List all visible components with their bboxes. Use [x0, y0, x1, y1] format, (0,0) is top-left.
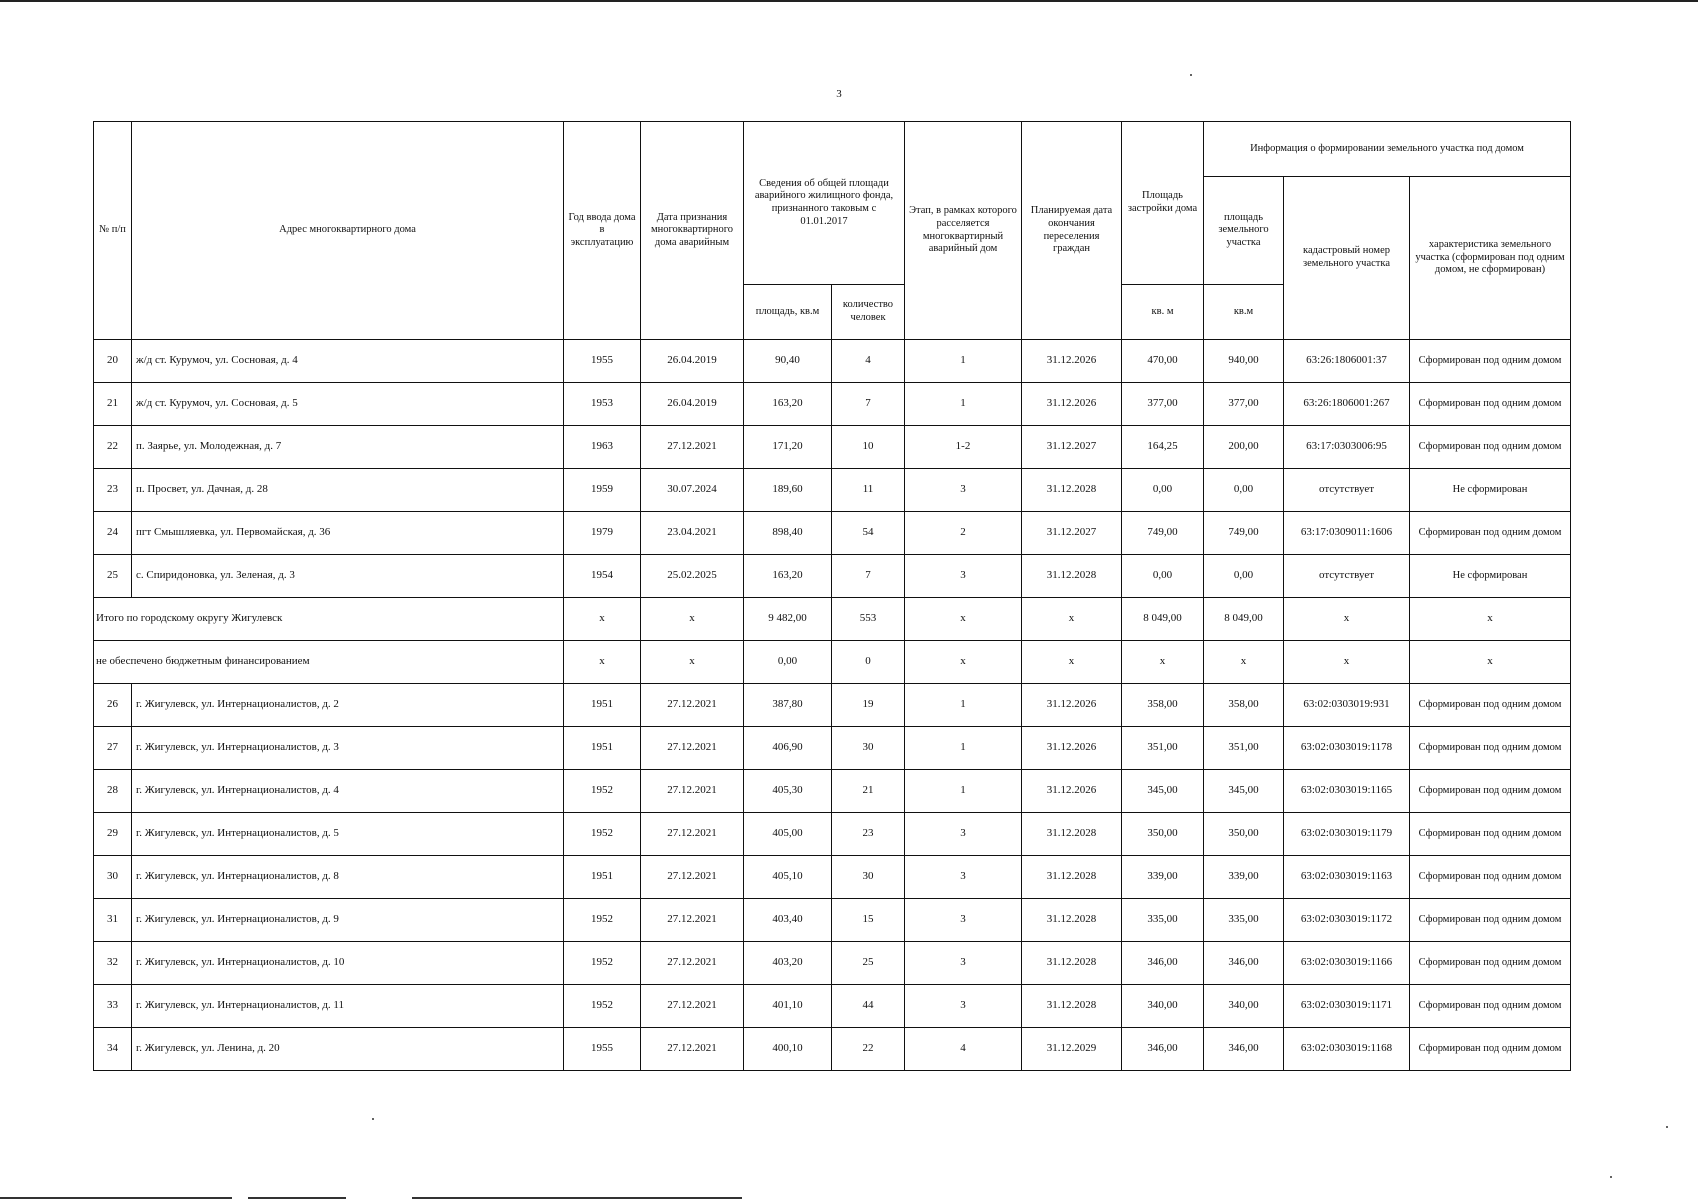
cell-date: 30.07.2024: [641, 469, 744, 512]
cell-stage: 4: [905, 1028, 1022, 1071]
cell-planned-date: 31.12.2026: [1022, 340, 1122, 383]
cell-address: г. Жигулевск, ул. Интернационалистов, д. 9: [132, 899, 564, 942]
scan-speck: [372, 1118, 374, 1120]
cell-planned-date: 31.12.2028: [1022, 985, 1122, 1028]
cell-land-area: 8 049,00: [1204, 598, 1284, 641]
cell-planned-date: 31.12.2026: [1022, 684, 1122, 727]
table-row: [94, 856, 1571, 899]
cell-planned-date: 31.12.2028: [1022, 899, 1122, 942]
cell-stage: 1: [905, 770, 1022, 813]
cell-land-area: 351,00: [1204, 727, 1284, 770]
cell-people: 11: [832, 469, 905, 512]
cell-land-area: 335,00: [1204, 899, 1284, 942]
cell-land-area: 346,00: [1204, 1028, 1284, 1071]
table-row: [94, 512, 1571, 555]
cell-planned-date: 31.12.2028: [1022, 813, 1122, 856]
cell-footprint: 8 049,00: [1122, 598, 1204, 641]
cell-year: 1954: [564, 555, 641, 598]
header-unit-land: кв.м: [1204, 285, 1284, 340]
cell-area: 171,20: [744, 426, 832, 469]
cell-date: 27.12.2021: [641, 727, 744, 770]
cell-stage: 3: [905, 555, 1022, 598]
table-row: [94, 942, 1571, 985]
scan-edge-bottom: [248, 1197, 346, 1199]
cell-area: 406,90: [744, 727, 832, 770]
cell-year: 1963: [564, 426, 641, 469]
cell-number: 32: [94, 942, 132, 985]
cell-people: 30: [832, 727, 905, 770]
cell-number: 31: [94, 899, 132, 942]
cell-stage: х: [905, 641, 1022, 684]
cell-year: 1952: [564, 985, 641, 1028]
cell-land-area: 749,00: [1204, 512, 1284, 555]
cell-cadastral: 63:02:0303019:1178: [1284, 727, 1410, 770]
cell-stage: 1-2: [905, 426, 1022, 469]
cell-address: г. Жигулевск, ул. Интернационалистов, д. 3: [132, 727, 564, 770]
cell-planned-date: 31.12.2026: [1022, 727, 1122, 770]
cell-date: 27.12.2021: [641, 856, 744, 899]
cell-number: 28: [94, 770, 132, 813]
cell-cadastral: 63:02:0303019:1172: [1284, 899, 1410, 942]
cell-address: г. Жигулевск, ул. Интернационалистов, д. 4: [132, 770, 564, 813]
cell-cadastral: отсутствует: [1284, 469, 1410, 512]
cell-year: 1951: [564, 727, 641, 770]
unfunded-label: не обеспечено бюджетным финансированием: [94, 641, 564, 684]
table-row: [94, 985, 1571, 1028]
cell-stage: 3: [905, 899, 1022, 942]
cell-planned-date: 31.12.2028: [1022, 469, 1122, 512]
cell-cadastral: 63:02:0303019:1166: [1284, 942, 1410, 985]
cell-cadastral: 63:02:0303019:931: [1284, 684, 1410, 727]
scan-edge-top: [0, 0, 1698, 2]
cell-people: 553: [832, 598, 905, 641]
cell-people: 7: [832, 555, 905, 598]
cell-year: 1952: [564, 813, 641, 856]
cell-address: г. Жигулевск, ул. Интернационалистов, д. 11: [132, 985, 564, 1028]
table-row: [94, 555, 1571, 598]
cell-stage: 1: [905, 684, 1022, 727]
cell-planned-date: 31.12.2028: [1022, 942, 1122, 985]
cell-people: 10: [832, 426, 905, 469]
cell-land-status: Сформирован под одним домом: [1410, 684, 1571, 727]
cell-land-status: Сформирован под одним домом: [1410, 856, 1571, 899]
cell-number: 20: [94, 340, 132, 383]
cell-stage: 1: [905, 340, 1022, 383]
cell-land-area: 940,00: [1204, 340, 1284, 383]
cell-land-area: 0,00: [1204, 469, 1284, 512]
cell-date: 26.04.2019: [641, 383, 744, 426]
scan-edge-bottom: [412, 1197, 742, 1199]
cell-people: 15: [832, 899, 905, 942]
cell-people: 54: [832, 512, 905, 555]
cell-year: 1959: [564, 469, 641, 512]
cell-number: 23: [94, 469, 132, 512]
cell-stage: 2: [905, 512, 1022, 555]
cell-cadastral: 63:02:0303019:1171: [1284, 985, 1410, 1028]
cell-area: 403,20: [744, 942, 832, 985]
cell-footprint: 377,00: [1122, 383, 1204, 426]
cell-date: 27.12.2021: [641, 1028, 744, 1071]
cell-cadastral: 63:17:0303006:95: [1284, 426, 1410, 469]
cell-footprint: 346,00: [1122, 1028, 1204, 1071]
cell-people: 0: [832, 641, 905, 684]
cell-footprint: х: [1122, 641, 1204, 684]
total-row: [94, 598, 1571, 641]
cell-people: 19: [832, 684, 905, 727]
cell-year: 1952: [564, 770, 641, 813]
cell-footprint: 358,00: [1122, 684, 1204, 727]
cell-cadastral: отсутствует: [1284, 555, 1410, 598]
cell-cadastral: 63:02:0303019:1168: [1284, 1028, 1410, 1071]
table-row: [94, 383, 1571, 426]
cell-footprint: 351,00: [1122, 727, 1204, 770]
cell-cadastral: 63:26:1806001:37: [1284, 340, 1410, 383]
cell-footprint: 340,00: [1122, 985, 1204, 1028]
cell-date: 25.02.2025: [641, 555, 744, 598]
cell-cadastral: х: [1284, 598, 1410, 641]
table-row: [94, 340, 1571, 383]
scan-speck: [1666, 1126, 1668, 1128]
cell-address: с. Спиридоновка, ул. Зеленая, д. 3: [132, 555, 564, 598]
cell-footprint: 346,00: [1122, 942, 1204, 985]
cell-cadastral: х: [1284, 641, 1410, 684]
cell-area: 403,40: [744, 899, 832, 942]
cell-stage: 3: [905, 856, 1022, 899]
cell-planned-date: 31.12.2027: [1022, 426, 1122, 469]
cell-year: 1952: [564, 899, 641, 942]
header-area: площадь, кв.м: [744, 285, 832, 340]
cell-land-status: Сформирован под одним домом: [1410, 512, 1571, 555]
cell-year: 1953: [564, 383, 641, 426]
cell-footprint: 339,00: [1122, 856, 1204, 899]
cell-land-status: Сформирован под одним домом: [1410, 985, 1571, 1028]
header-cadastral: кадастровый номер земельного участка: [1284, 177, 1410, 340]
cell-stage: 3: [905, 942, 1022, 985]
table-row: [94, 770, 1571, 813]
cell-footprint: 345,00: [1122, 770, 1204, 813]
cell-land-status: Сформирован под одним домом: [1410, 383, 1571, 426]
table-row: [94, 684, 1571, 727]
cell-land-status: Сформирован под одним домом: [1410, 426, 1571, 469]
cell-land-status: Сформирован под одним домом: [1410, 899, 1571, 942]
cell-number: 27: [94, 727, 132, 770]
cell-land-area: 350,00: [1204, 813, 1284, 856]
cell-area: 387,80: [744, 684, 832, 727]
table-row: [94, 469, 1571, 512]
cell-cadastral: 63:17:0309011:1606: [1284, 512, 1410, 555]
cell-footprint: 335,00: [1122, 899, 1204, 942]
cell-planned-date: 31.12.2027: [1022, 512, 1122, 555]
cell-land-area: 339,00: [1204, 856, 1284, 899]
cell-planned-date: 31.12.2028: [1022, 856, 1122, 899]
header-land-status: характеристика земельного участка (сформирован под одним домом, не сформирован): [1410, 177, 1571, 340]
cell-cadastral: 63:26:1806001:267: [1284, 383, 1410, 426]
cell-year: х: [564, 641, 641, 684]
cell-area: 189,60: [744, 469, 832, 512]
cell-area: 163,20: [744, 555, 832, 598]
header-footprint: Площадь застройки дома: [1122, 122, 1204, 285]
table-row: [94, 426, 1571, 469]
header-planned-date: Планируемая дата окончания переселения граждан: [1022, 122, 1122, 340]
cell-date: 27.12.2021: [641, 985, 744, 1028]
cell-area: 898,40: [744, 512, 832, 555]
header-recognition-date: Дата признания многоквартирного дома аварийным: [641, 122, 744, 340]
cell-date: х: [641, 598, 744, 641]
cell-footprint: 749,00: [1122, 512, 1204, 555]
cell-address: г. Жигулевск, ул. Интернационалистов, д. 5: [132, 813, 564, 856]
cell-stage: 3: [905, 469, 1022, 512]
cell-land-area: 340,00: [1204, 985, 1284, 1028]
cell-footprint: 164,25: [1122, 426, 1204, 469]
cell-date: 27.12.2021: [641, 899, 744, 942]
cell-address: ж/д ст. Курумоч, ул. Сосновая, д. 5: [132, 383, 564, 426]
cell-number: 33: [94, 985, 132, 1028]
cell-land-status: Сформирован под одним домом: [1410, 727, 1571, 770]
header-number: № п/п: [94, 122, 132, 340]
cell-land-area: х: [1204, 641, 1284, 684]
cell-address: п. Просвет, ул. Дачная, д. 28: [132, 469, 564, 512]
table-body: [94, 340, 1571, 1071]
total-label: Итого по городскому округу Жигулевск: [94, 598, 564, 641]
cell-footprint: 470,00: [1122, 340, 1204, 383]
cell-planned-date: х: [1022, 641, 1122, 684]
cell-area: 163,20: [744, 383, 832, 426]
cell-year: 1979: [564, 512, 641, 555]
cell-number: 34: [94, 1028, 132, 1071]
header-people: количество человек: [832, 285, 905, 340]
cell-planned-date: 31.12.2026: [1022, 383, 1122, 426]
cell-date: 27.12.2021: [641, 813, 744, 856]
table-header: [94, 122, 1571, 340]
cell-year: 1955: [564, 1028, 641, 1071]
cell-year: 1951: [564, 856, 641, 899]
cell-date: 27.12.2021: [641, 426, 744, 469]
cell-stage: 1: [905, 383, 1022, 426]
cell-area: 405,10: [744, 856, 832, 899]
cell-area: 405,00: [744, 813, 832, 856]
cell-area: 0,00: [744, 641, 832, 684]
cell-address: г. Жигулевск, ул. Интернационалистов, д. 10: [132, 942, 564, 985]
cell-people: 21: [832, 770, 905, 813]
cell-area: 9 482,00: [744, 598, 832, 641]
cell-year: х: [564, 598, 641, 641]
scan-edge-bottom: [0, 1197, 232, 1199]
cell-year: 1955: [564, 340, 641, 383]
cell-cadastral: 63:02:0303019:1165: [1284, 770, 1410, 813]
cell-date: 27.12.2021: [641, 684, 744, 727]
table-row: [94, 899, 1571, 942]
cell-people: 22: [832, 1028, 905, 1071]
cell-people: 23: [832, 813, 905, 856]
cell-date: х: [641, 641, 744, 684]
header-stage: Этап, в рамках которого расселяется многоквартирный аварийный дом: [905, 122, 1022, 340]
cell-land-status: х: [1410, 641, 1571, 684]
scan-speck: [1610, 1176, 1612, 1178]
cell-area: 405,30: [744, 770, 832, 813]
cell-address: г. Жигулевск, ул. Интернационалистов, д. 2: [132, 684, 564, 727]
cell-land-status: Не сформирован: [1410, 469, 1571, 512]
cell-footprint: 0,00: [1122, 555, 1204, 598]
cell-land-area: 377,00: [1204, 383, 1284, 426]
header-unit-footprint: кв. м: [1122, 285, 1204, 340]
cell-year: 1952: [564, 942, 641, 985]
cell-land-area: 345,00: [1204, 770, 1284, 813]
cell-cadastral: 63:02:0303019:1163: [1284, 856, 1410, 899]
cell-number: 26: [94, 684, 132, 727]
cell-land-status: х: [1410, 598, 1571, 641]
table-row: [94, 1028, 1571, 1071]
cell-land-status: Сформирован под одним домом: [1410, 813, 1571, 856]
cell-number: 30: [94, 856, 132, 899]
cell-land-area: 346,00: [1204, 942, 1284, 985]
cell-people: 4: [832, 340, 905, 383]
cell-area: 90,40: [744, 340, 832, 383]
table-row: [94, 727, 1571, 770]
table-row: [94, 813, 1571, 856]
cell-stage: 3: [905, 985, 1022, 1028]
cell-people: 44: [832, 985, 905, 1028]
cell-planned-date: 31.12.2028: [1022, 555, 1122, 598]
cell-address: ж/д ст. Курумоч, ул. Сосновая, д. 4: [132, 340, 564, 383]
cell-stage: 3: [905, 813, 1022, 856]
cell-address: г. Жигулевск, ул. Ленина, д. 20: [132, 1028, 564, 1071]
cell-planned-date: 31.12.2026: [1022, 770, 1122, 813]
cell-address: п. Заярье, ул. Молодежная, д. 7: [132, 426, 564, 469]
cell-land-status: Сформирован под одним домом: [1410, 1028, 1571, 1071]
cell-number: 21: [94, 383, 132, 426]
cell-number: 29: [94, 813, 132, 856]
registry-table: [93, 121, 1571, 1071]
cell-people: 25: [832, 942, 905, 985]
cell-land-status: Сформирован под одним домом: [1410, 770, 1571, 813]
header-year-built: Год ввода дома в эксплуатацию: [564, 122, 641, 340]
cell-number: 24: [94, 512, 132, 555]
cell-area: 401,10: [744, 985, 832, 1028]
cell-area: 400,10: [744, 1028, 832, 1071]
cell-number: 25: [94, 555, 132, 598]
cell-cadastral: 63:02:0303019:1179: [1284, 813, 1410, 856]
header-address: Адрес многоквартирного дома: [132, 122, 564, 340]
cell-footprint: 0,00: [1122, 469, 1204, 512]
cell-number: 22: [94, 426, 132, 469]
header-land-area: площадь земельного участка: [1204, 177, 1284, 285]
cell-land-area: 0,00: [1204, 555, 1284, 598]
cell-land-area: 200,00: [1204, 426, 1284, 469]
cell-land-status: Сформирован под одним домом: [1410, 942, 1571, 985]
cell-planned-date: х: [1022, 598, 1122, 641]
header-area-info: Сведения об общей площади аварийного жилищного фонда, признанного таковым с 01.01.2017: [744, 122, 905, 285]
cell-land-status: Сформирован под одним домом: [1410, 340, 1571, 383]
unfunded-row: [94, 641, 1571, 684]
scan-speck: [1190, 74, 1192, 76]
cell-people: 30: [832, 856, 905, 899]
cell-date: 27.12.2021: [641, 942, 744, 985]
cell-stage: х: [905, 598, 1022, 641]
cell-address: пгт Смышляевка, ул. Первомайская, д. 36: [132, 512, 564, 555]
cell-date: 26.04.2019: [641, 340, 744, 383]
cell-stage: 1: [905, 727, 1022, 770]
cell-planned-date: 31.12.2029: [1022, 1028, 1122, 1071]
cell-date: 23.04.2021: [641, 512, 744, 555]
cell-land-status: Не сформирован: [1410, 555, 1571, 598]
cell-people: 7: [832, 383, 905, 426]
cell-land-area: 358,00: [1204, 684, 1284, 727]
page-number: 3: [836, 88, 842, 100]
cell-year: 1951: [564, 684, 641, 727]
cell-footprint: 350,00: [1122, 813, 1204, 856]
cell-date: 27.12.2021: [641, 770, 744, 813]
cell-address: г. Жигулевск, ул. Интернационалистов, д. 8: [132, 856, 564, 899]
header-land-info: Информация о формировании земельного участка под домом: [1204, 122, 1571, 177]
